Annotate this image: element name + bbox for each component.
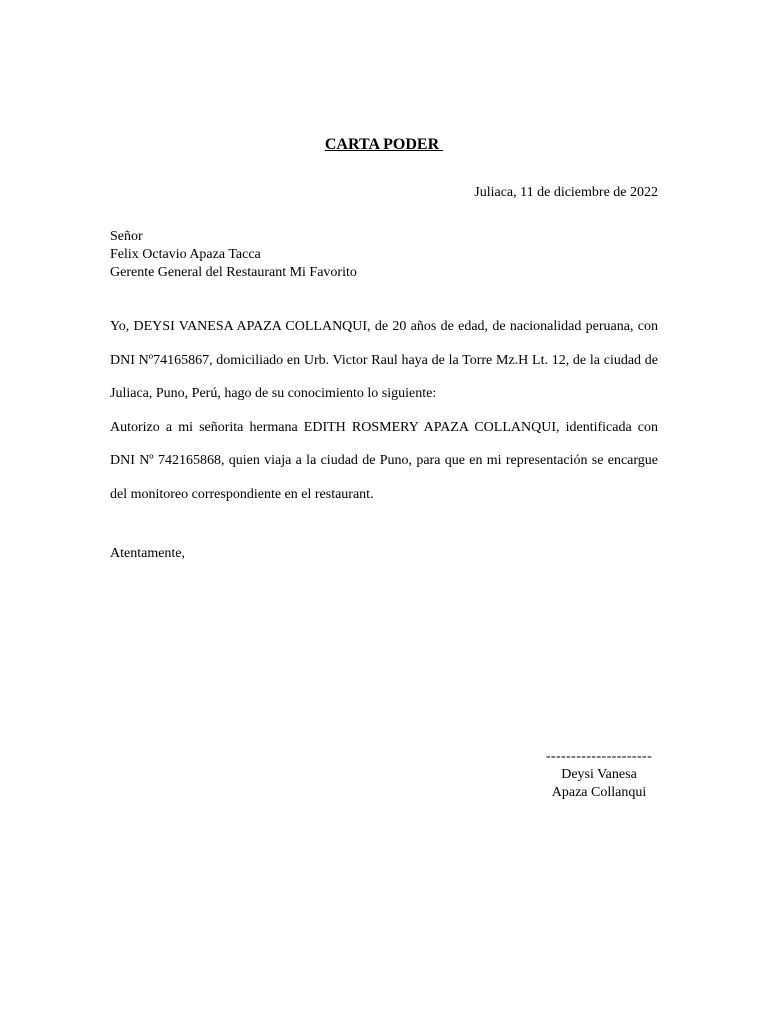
document-title-text: CARTA PODER	[324, 136, 444, 153]
addressee-block	[110, 228, 357, 282]
closing-phrase: Atentamente,	[110, 546, 186, 561]
signature-name-line2: Apaza Collanqui	[551, 785, 647, 800]
document-title	[0, 136, 768, 154]
date-line: Juliaca, 11 de diciembre de 2022	[474, 185, 658, 200]
signature-line: ---------------------	[545, 749, 653, 764]
addressee-position: Gerente General del Restaurant Mi Favorito	[110, 265, 357, 280]
body-paragraph-declaration: Yo, DEYSI VANESA APAZA COLLANQUI, de 20 años de edad, de nacionalidad peruana, con DNI Nº74165867, domiciliado en Urb. Victor Raul haya de la Torre Mz.H Lt. 12, de la ciudad de Juliaca, Puno, Perú, hago de su conocimiento lo siguiente:	[110, 319, 658, 402]
body-paragraph-authorization: Autorizo a mi señorita hermana EDITH ROSMERY APAZA COLLANQUI, identificada con DNI Nº 742165868, quien viaja a la ciudad de Puno, para que en mi representación se encargue del monitoreo correspondiente en el restaurant.	[110, 419, 658, 502]
letter-body	[110, 310, 658, 512]
signature-name-line1: Deysi Vanesa	[561, 767, 637, 782]
addressee-name: Felix Octavio Apaza Tacca	[110, 247, 261, 262]
signature-block	[540, 748, 658, 802]
addressee-salutation: Señor	[110, 229, 143, 244]
